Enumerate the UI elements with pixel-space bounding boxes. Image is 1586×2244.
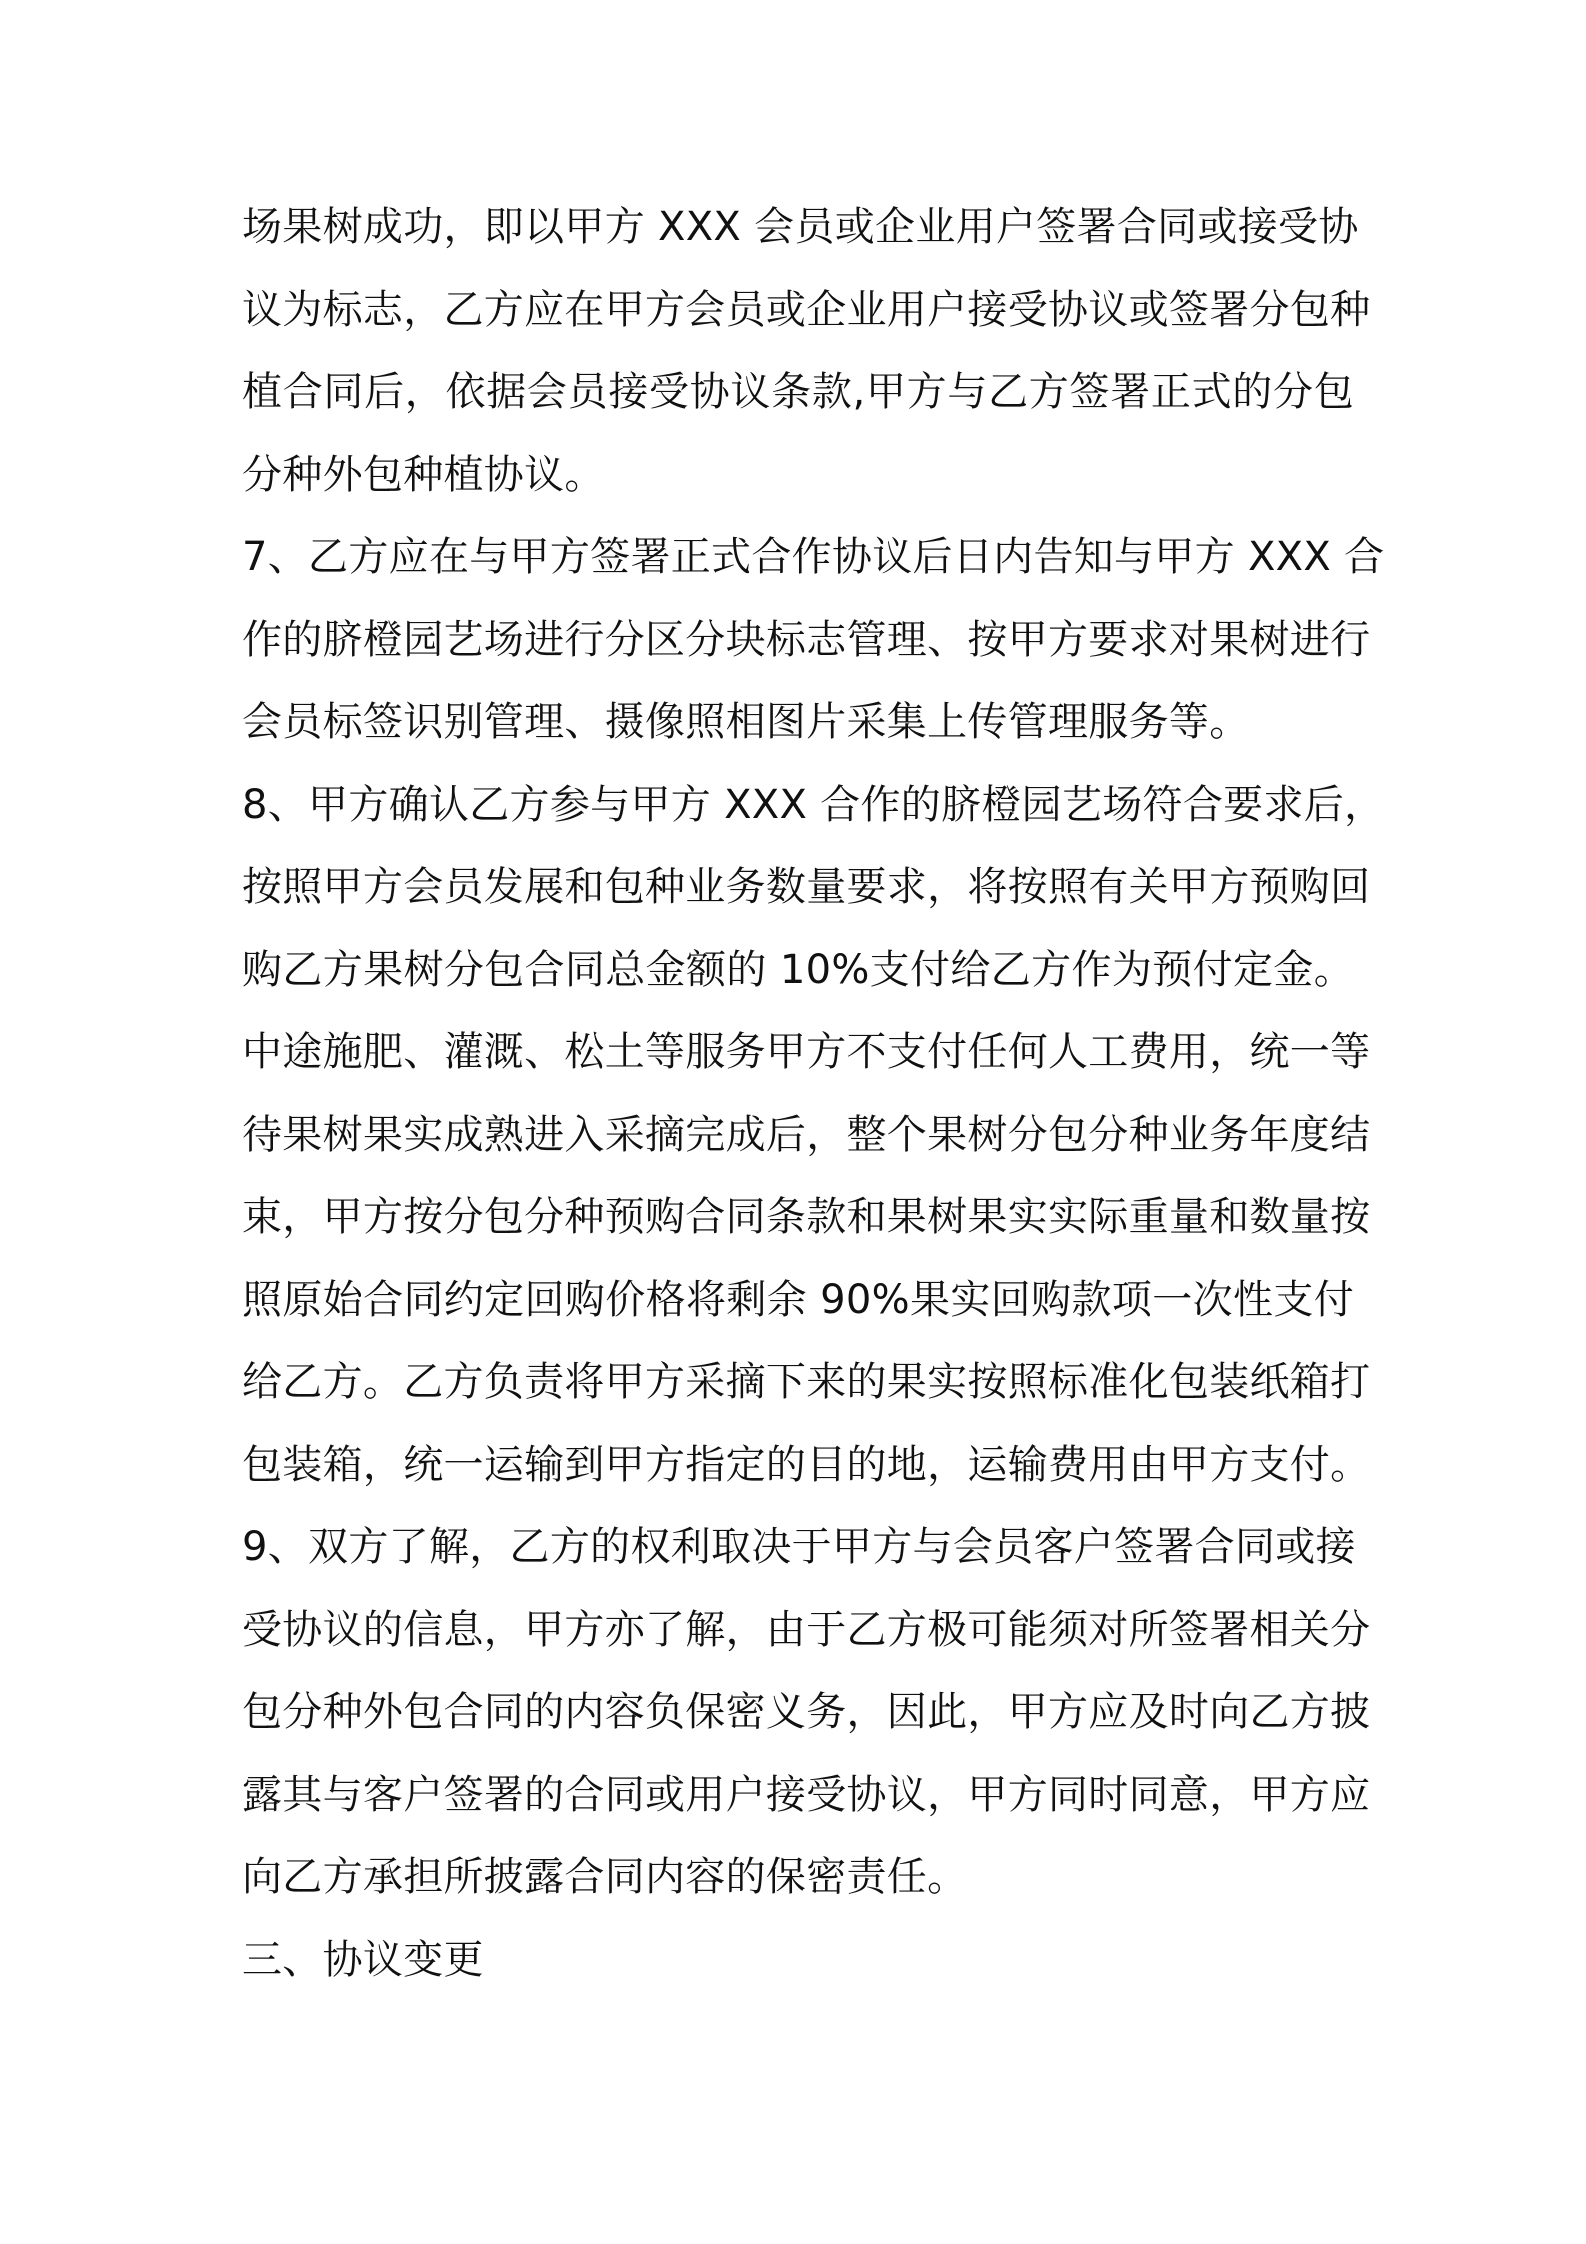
body-text (242, 186, 1385, 2001)
text-line: 议为标志，乙方应在甲方会员或企业用户接受协议或签署分包种 (242, 286, 1371, 333)
text-line: 束，甲方按分包分种预购合同条款和果树果实实际重量和数量按 (242, 1194, 1371, 1240)
text-line: 会员标签识别管理、摄像照相图片采集上传管理服务等。 (242, 699, 1250, 745)
text-line: 场果树成功，即以甲方 XXX 会员或企业用户签署合同或接受协 (242, 204, 1359, 250)
text-line: 9、双方了解，乙方的权利取决于甲方与会员客户签署合同或接 (242, 1524, 1356, 1570)
text-line: 给乙方。乙方负责将甲方采摘下来的果实按照标准化包装纸箱打 (242, 1359, 1371, 1405)
text-line: 包装箱，统一运输到甲方指定的目的地，运输费用由甲方支付。 (242, 1441, 1371, 1488)
text-line: 照原始合同约定回购价格将剩余 90%果实回购款项一次性支付 (242, 1276, 1354, 1323)
text-line: 露其与客户签署的合同或用户接受协议，甲方同时同意，甲方应 (242, 1771, 1371, 1818)
text-line: 按照甲方会员发展和包种业务数量要求，将按照有关甲方预购回 (242, 864, 1371, 910)
text-line: 7、乙方应在与甲方签署正式合作协议后日内告知与甲方 XXX 合 (242, 534, 1385, 580)
text-line: 分种外包种植协议。 (242, 451, 605, 498)
text-line: 受协议的信息，甲方亦了解，由于乙方极可能须对所签署相关分 (242, 1606, 1371, 1653)
text-line: 向乙方承担所披露合同内容的保密责任。 (242, 1854, 968, 1900)
text-line: 购乙方果树分包合同总金额的 10%支付给乙方作为预付定金。 (242, 946, 1354, 993)
text-line: 待果树果实成熟进入采摘完成后，整个果树分包分种业务年度结 (242, 1111, 1371, 1158)
section-heading: 三、协议变更 (242, 1936, 484, 1983)
text-line: 中途施肥、灌溉、松土等服务甲方不支付任何人工费用，统一等 (242, 1029, 1371, 1075)
text-line: 8、甲方确认乙方参与甲方 XXX 合作的脐橙园艺场符合要求后， (242, 781, 1385, 828)
text-line: 包分种外包合同的内容负保密义务，因此，甲方应及时向乙方披 (242, 1689, 1371, 1735)
text-line: 作的脐橙园艺场进行分区分块标志管理、按甲方要求对果树进行 (242, 616, 1371, 663)
text-line: 植合同后，依据会员接受协议条款,甲方与乙方签署正式的分包 (242, 369, 1354, 415)
